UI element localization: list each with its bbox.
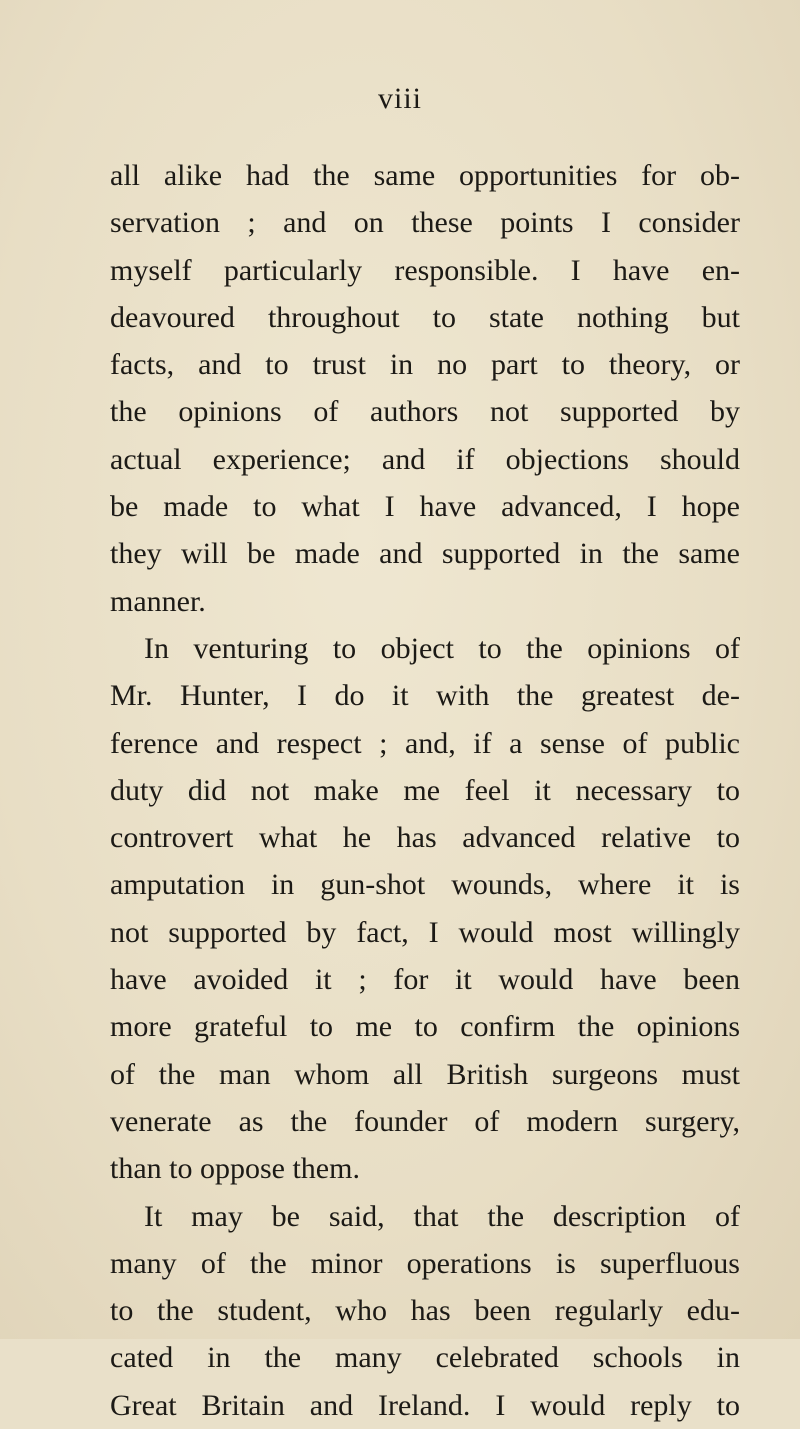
body-text [110,152,740,1429]
text-line: all alike had the same opportunities for ob- [110,159,740,192]
text-line: Mr. Hunter, I do it with the greatest de- [110,679,740,713]
text-line: to the student, who has been regularly edu- [110,1294,740,1328]
text-line: controvert what he has advanced relative to [110,821,740,855]
text-line: manner. [110,584,206,618]
text-line: facts, and to trust in no part to theory, or [110,348,740,382]
text-line: be made to what I have advanced, I hope [110,490,740,524]
text-line: have avoided it ; for it would have been [110,963,740,997]
text-line: It may be said, that the description of [144,1199,740,1233]
text-line: not supported by fact, I would most willingly [110,915,740,949]
text-line: deavoured throughout to state nothing but [110,300,740,334]
text-line: venerate as the founder of modern surgery, [110,1104,740,1138]
text-line: cated in the many celebrated schools in [110,1341,740,1375]
text-line: more grateful to me to confirm the opinions [110,1010,740,1044]
text-line: of the man whom all British surgeons must [110,1057,740,1091]
text-line: than to oppose them. [110,1152,360,1186]
text-line: the opinions of authors not supported by [110,395,740,429]
text-line: servation ; and on these points I consider [110,206,740,240]
page-number: viii [377,82,422,115]
text-line: duty did not make me feel it necessary to [110,773,740,807]
text-line: actual experience; and if objections should [110,442,740,476]
text-line: myself particularly responsible. I have en- [110,253,740,287]
text-line: amputation in gun-shot wounds, where it is [110,868,740,902]
text-line: they will be made and supported in the same [110,537,740,571]
text-line: Great Britain and Ireland. I would reply to [110,1388,740,1422]
text-line: many of the minor operations is superfluous [110,1246,740,1280]
text-line: In venturing to object to the opinions of [144,631,740,665]
text-line: ference and respect ; and, if a sense of public [110,726,740,760]
